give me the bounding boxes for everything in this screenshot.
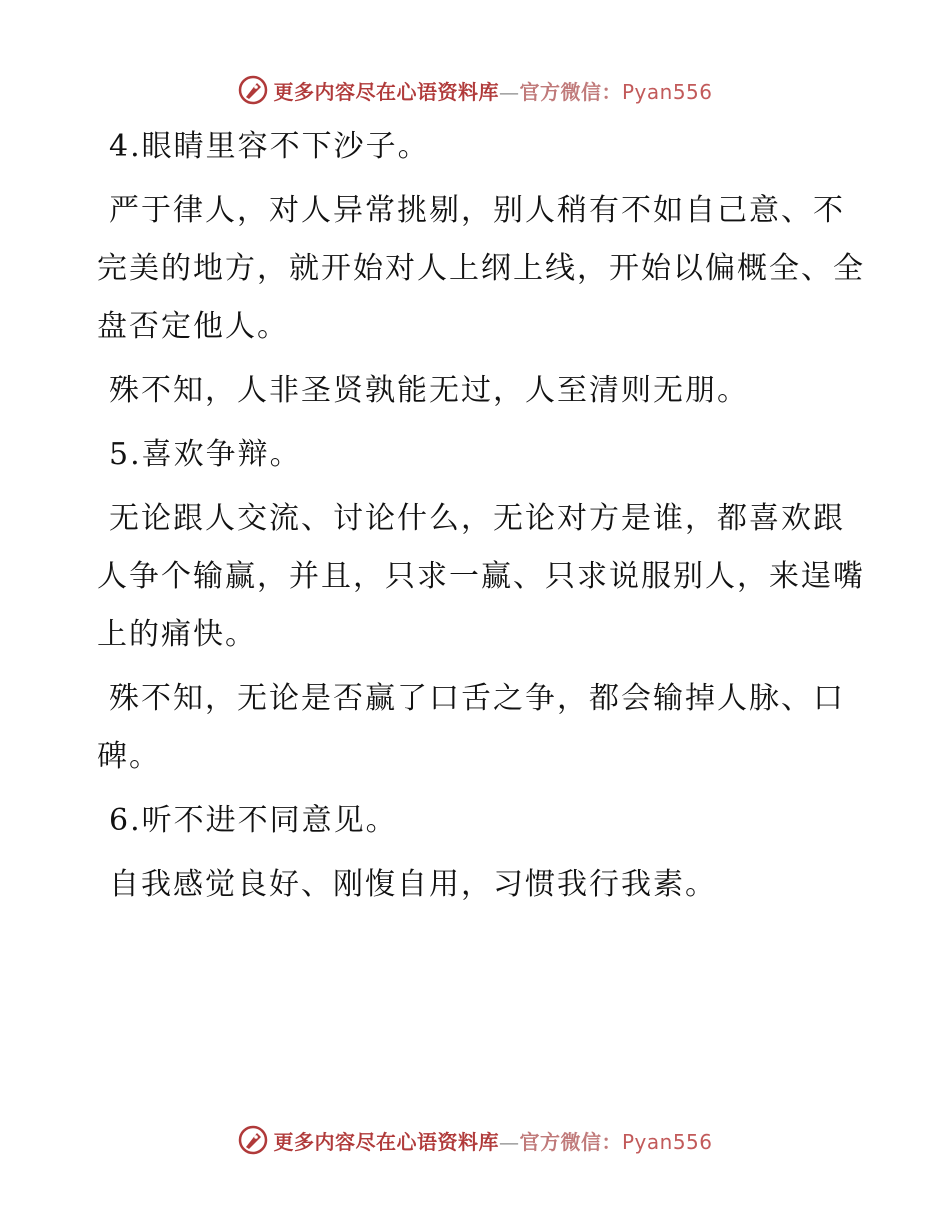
banner-site-name: 更多内容尽在心语资料库 bbox=[273, 79, 499, 104]
document-body bbox=[97, 118, 867, 920]
banner-wechat-id: Pyan556 bbox=[621, 79, 713, 104]
banner-text bbox=[273, 1126, 712, 1155]
paragraph-body: 无论跟人交流、讨论什么，无论对方是谁，都喜欢跟人争个输赢，并且，只求一赢、只求说服别人，来逞嘴上的痛快。 bbox=[97, 501, 865, 652]
banner-wechat-label: 官方微信： bbox=[519, 1129, 622, 1154]
pen-nib-logo-icon bbox=[237, 1124, 269, 1156]
paragraph-body: 殊不知，无论是否赢了口舌之争，都会输掉人脉、口碑。 bbox=[97, 681, 845, 774]
banner-wechat-label: 官方微信： bbox=[519, 79, 622, 104]
paragraph-body: 严于律人，对人异常挑剔，别人稍有不如自己意、不完美的地方，就开始对人上纲上线，开始以偏概全、全盘否定他人。 bbox=[97, 193, 865, 344]
footer-watermark-banner bbox=[0, 1120, 950, 1160]
paragraph-heading-5: 5.喜欢争辩。 bbox=[109, 437, 302, 472]
banner-site-name: 更多内容尽在心语资料库 bbox=[273, 1129, 499, 1154]
banner-dash: — bbox=[498, 79, 520, 104]
paragraph-body: 殊不知，人非圣贤孰能无过，人至清则无朋。 bbox=[109, 373, 749, 408]
paragraph-heading-4: 4.眼睛里容不下沙子。 bbox=[109, 129, 430, 164]
paragraph-heading-6: 6.听不进不同意见。 bbox=[109, 803, 398, 838]
paragraph-body: 自我感觉良好、刚愎自用，习惯我行我素。 bbox=[109, 867, 717, 902]
banner-wechat-id: Pyan556 bbox=[621, 1129, 713, 1154]
banner-dash: — bbox=[498, 1129, 520, 1154]
banner-text bbox=[273, 76, 712, 105]
header-watermark-banner bbox=[0, 70, 950, 110]
pen-nib-logo-icon bbox=[237, 74, 269, 106]
